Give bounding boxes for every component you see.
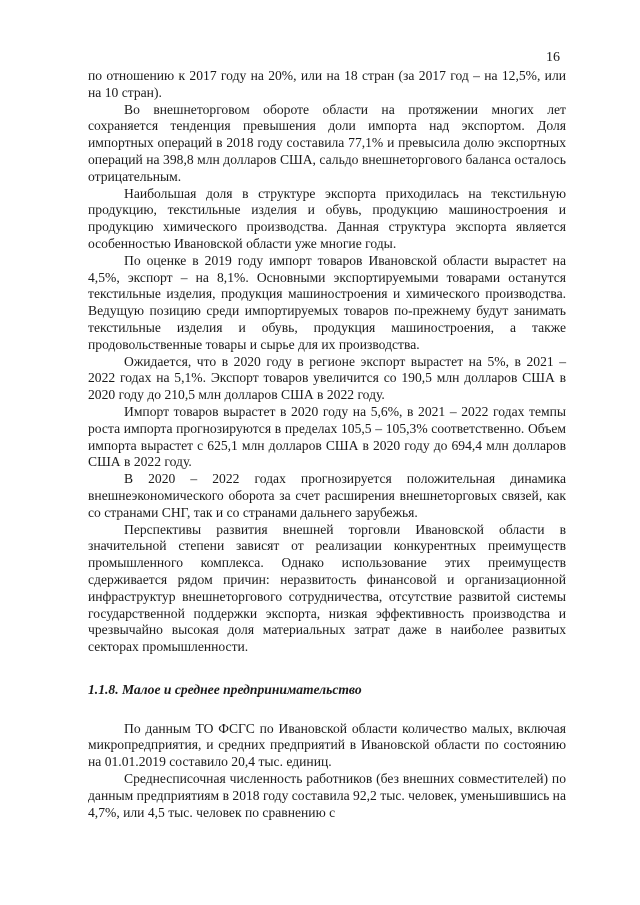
document-body [88, 68, 566, 821]
paragraph: По оценке в 2019 году импорт товаров Ивановской области вырастет на 4,5%, экспорт – на 8,1%. Основными экспортируемыми товарами останутся текстильные изделия, продукция машиностроения и химического производства. Ведущую позицию среди импортируемых товаров по-прежнему будут занимать текстильные изделия и обувь, продукция машиностроения, а также продовольственные товары и сырье для их производства. [88, 252, 566, 352]
paragraph: Ожидается, что в 2020 году в регионе экспорт вырастет на 5%, в 2021 – 2022 годах на 5,1%. Экспорт товаров увеличится со 190,5 млн долларов США в 2020 году до 210,5 млн долларов США в 2022 году. [88, 353, 566, 403]
paragraph: Среднесписочная численность работников (без внешних совместителей) по данным предприятиям в 2018 году составила 92,2 тыс. человек, уменьшившись на 4,7%, или 4,5 тыс. человек по сравнению с [88, 771, 566, 820]
paragraph: Перспективы развития внешней торговли Ивановской области в значительной степени зависят от реализации конкурентных преимуществ промышленного комплекса. Однако использование этих преимуществ сдерживается рядом причин: неразвитость финансовой и организационной инфраструктур внешнеторгового сотрудничества, отсутствие развитой системы государственной поддержки экспорта, низкая эффективность производства и чрезвычайно высокая доля материальных затрат даже в наиболее развитых секторах промышленности. [88, 521, 566, 655]
paragraph: Импорт товаров вырастет в 2020 году на 5,6%, в 2021 – 2022 годах темпы роста импорта прогнозируются в пределах 105,5 – 105,3% соответственно. Объем импорта вырастет с 625,1 млн долларов США в 2020 году до 694,4 млн долларов США в 2022 году. [88, 403, 566, 470]
paragraph: В 2020 – 2022 годах прогнозируется положительная динамика внешнеэкономического оборота за счет расширения внешнеторговых связей, как со странами СНГ, так и со странами дальнего зарубежья. [88, 471, 566, 520]
page-number: 16 [546, 50, 560, 65]
paragraph-continuation: по отношению к 2017 году на 20%, или на 18 стран (за 2017 год – на 12,5%, или на 10 стран). [88, 68, 566, 100]
paragraph: Наибольшая доля в структуре экспорта приходилась на текстильную продукцию, текстильные изделия и обувь, продукцию машиностроения и продукцию химического производства. Данная структура экспорта является особенностью Ивановской области уже многие годы. [88, 185, 566, 251]
section-heading: 1.1.8. Малое и среднее предпринимательство [88, 681, 362, 697]
paragraph: По данным ТО ФСГС по Ивановской области количество малых, включая микропредприятия, и средних предприятий в Ивановской области по состоянию на 01.01.2019 составило 20,4 тыс. единиц. [88, 720, 566, 770]
paragraph: Во внешнеторговом обороте области на протяжении многих лет сохраняется тенденция превышения доли импорта над экспортом. Доля импортных операций в 2018 году составила 77,1% и превысила долю экспортных операций на 398,8 млн долларов США, сальдо внешнеторгового баланса осталось отрицательным. [88, 101, 566, 184]
